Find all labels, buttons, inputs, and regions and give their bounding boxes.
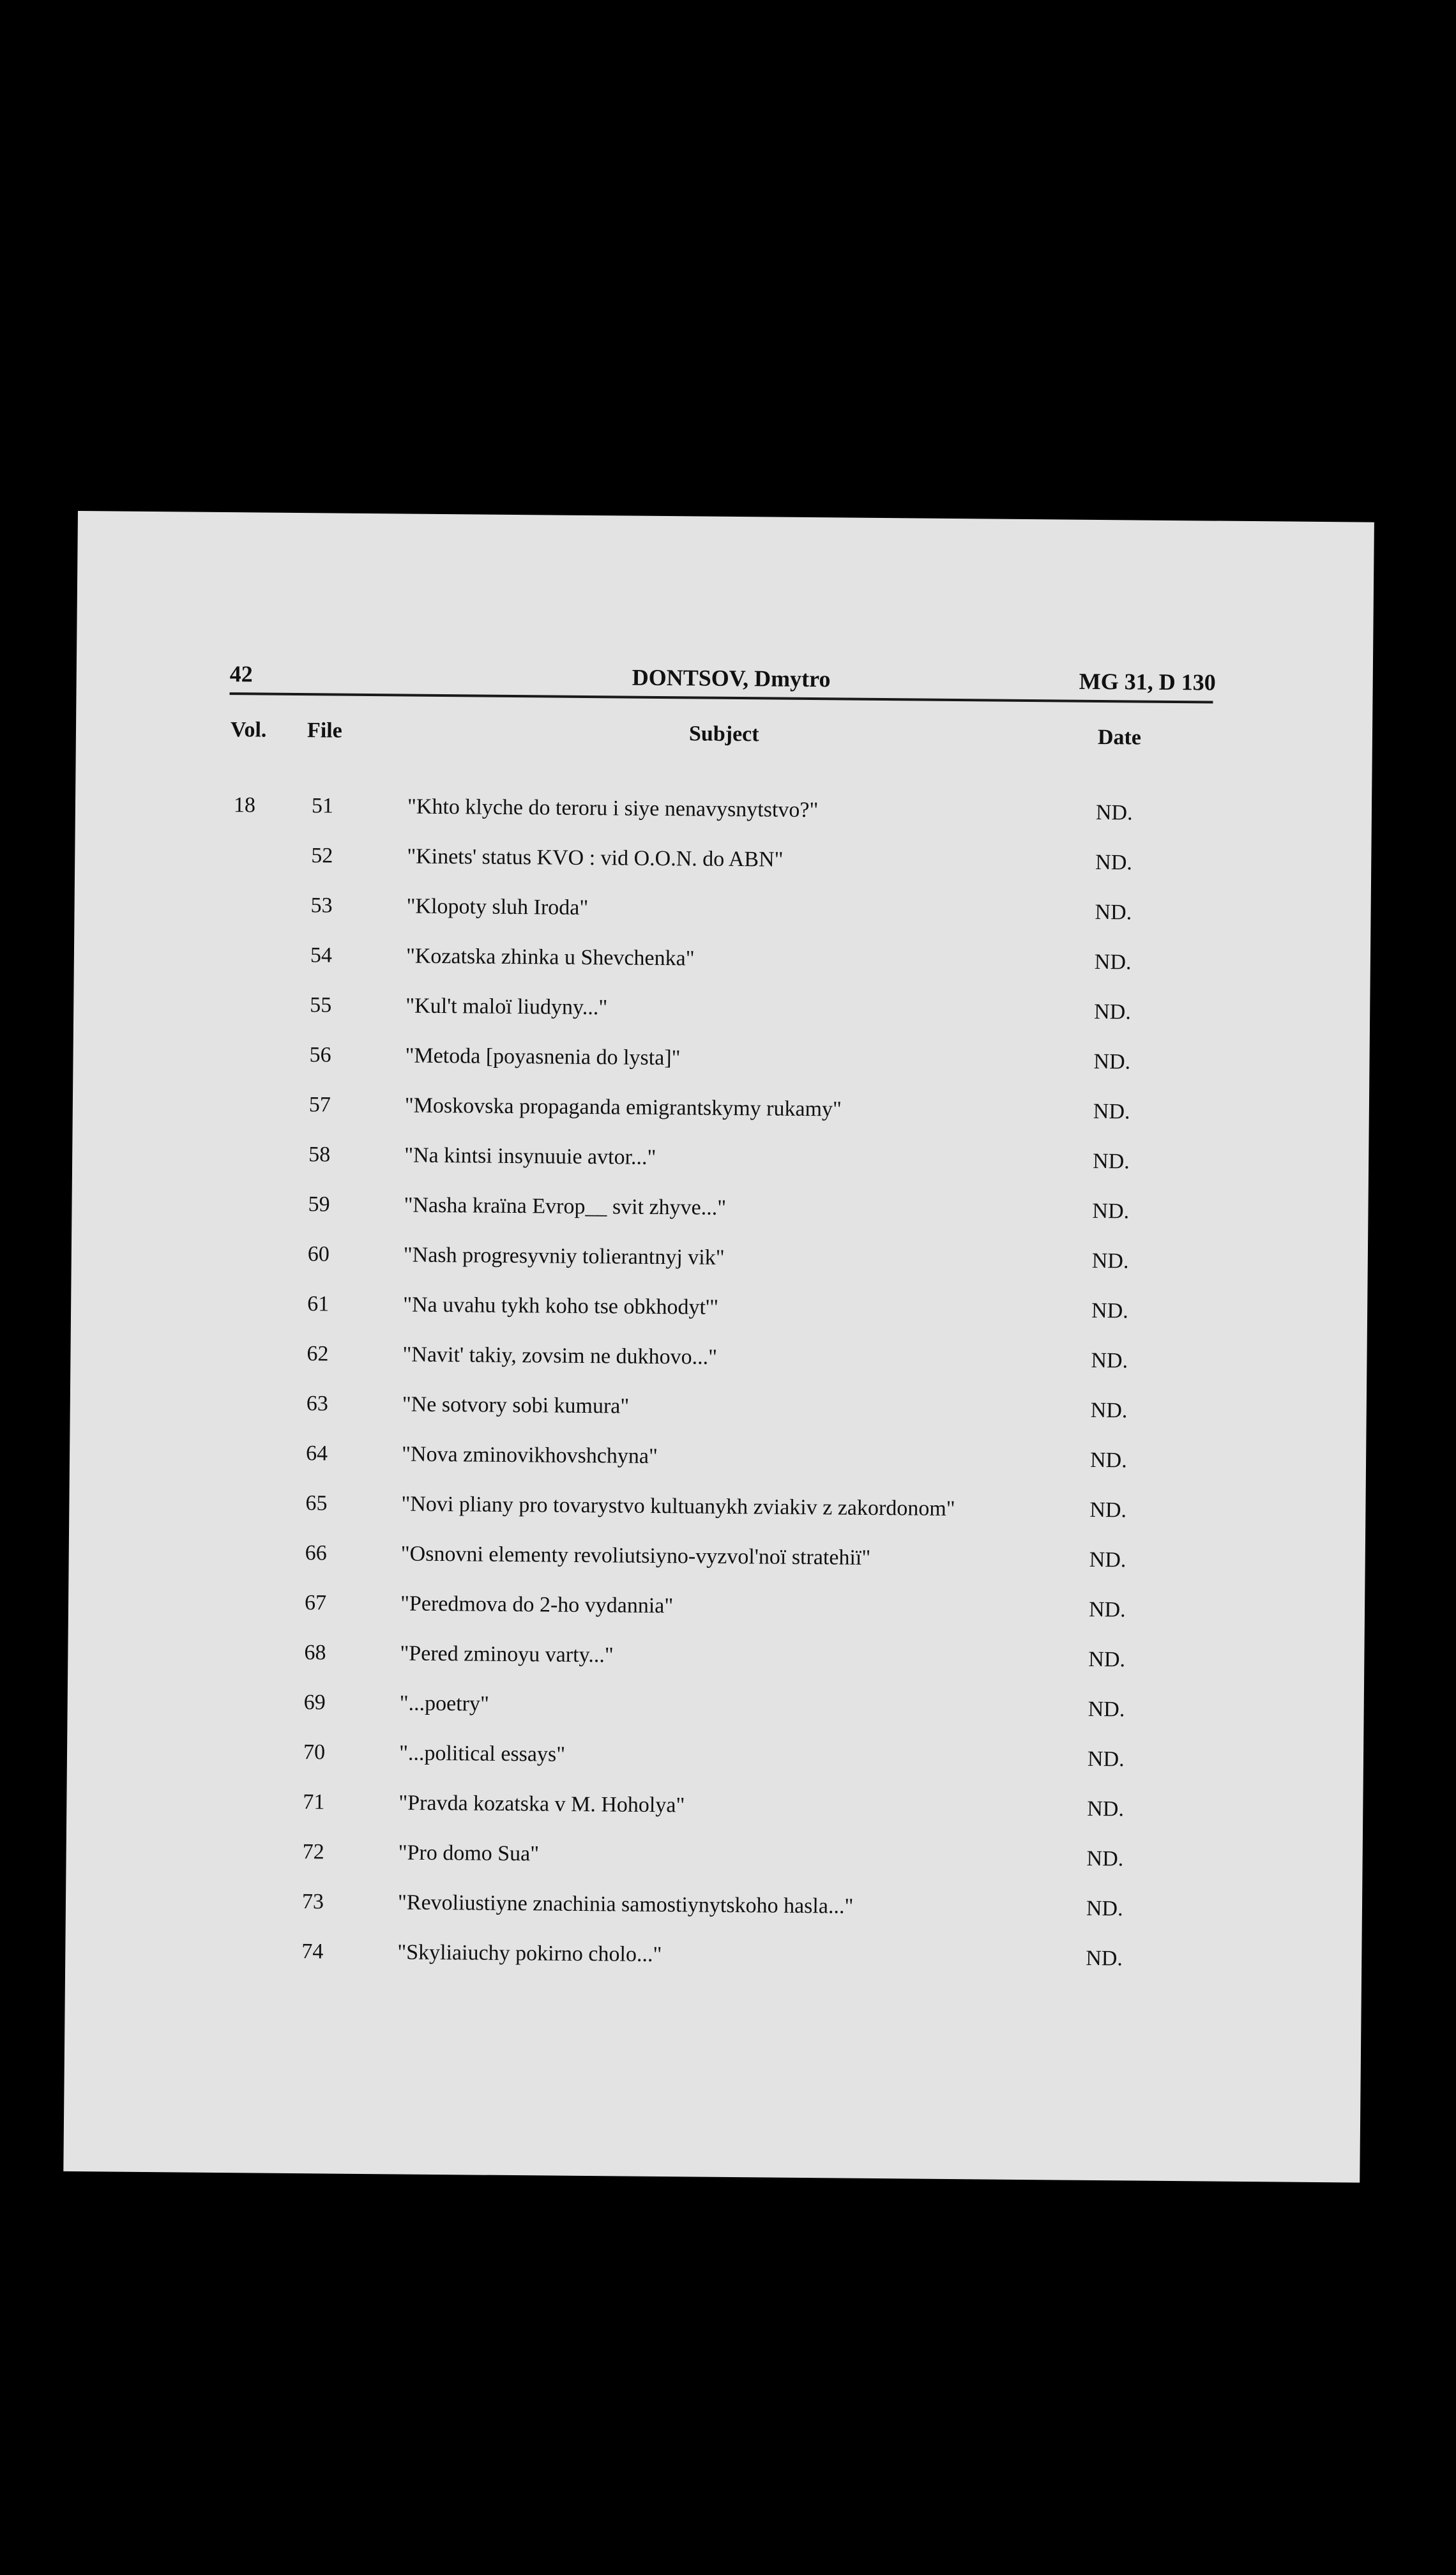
row-subject: "Nash progresyvniy tolierantnyj vik" bbox=[403, 1243, 725, 1270]
row-date: ND. bbox=[1086, 1896, 1123, 1921]
row-date: ND. bbox=[1087, 1747, 1125, 1772]
row-file-number: 54 bbox=[310, 943, 333, 968]
page-number: 42 bbox=[229, 661, 253, 687]
row-date: ND. bbox=[1088, 1597, 1126, 1622]
row-date: ND. bbox=[1088, 1647, 1126, 1672]
archive-reference: MG 31, D 130 bbox=[1079, 668, 1216, 695]
column-header-file: File bbox=[307, 718, 342, 743]
document-page bbox=[63, 511, 1374, 2183]
column-header-subject: Subject bbox=[688, 722, 759, 747]
row-subject: "...political essays" bbox=[398, 1741, 566, 1766]
row-file-number: 66 bbox=[305, 1541, 327, 1565]
row-subject: "Kul't maloï liudyny..." bbox=[406, 994, 608, 1020]
row-date: ND. bbox=[1092, 1199, 1130, 1224]
row-date: ND. bbox=[1091, 1249, 1129, 1273]
row-file-number: 61 bbox=[307, 1292, 330, 1316]
row-date: ND. bbox=[1093, 1049, 1131, 1074]
row-file-number: 62 bbox=[307, 1342, 329, 1366]
row-subject: "Nasha kraïna Evrop__ svit zhyve..." bbox=[404, 1193, 727, 1220]
row-subject: "Kozatska zhinka u Shevchenka" bbox=[406, 944, 695, 971]
row-file-number: 69 bbox=[303, 1690, 326, 1715]
row-subject: "Pravda kozatska v M. Hoholya" bbox=[398, 1791, 685, 1818]
row-file-number: 55 bbox=[310, 993, 332, 1017]
column-header-vol: Vol. bbox=[230, 718, 267, 742]
row-subject: "Revoliustiyne znachinia samostiynytskoho hasla..." bbox=[397, 1890, 854, 1918]
row-date: ND. bbox=[1090, 1398, 1128, 1423]
row-date: ND. bbox=[1089, 1448, 1127, 1473]
row-file-number: 68 bbox=[304, 1641, 326, 1665]
row-file-number: 52 bbox=[311, 844, 333, 868]
file-list bbox=[65, 792, 1372, 1999]
row-subject: "Pered zminoyu varty..." bbox=[400, 1641, 614, 1667]
row-file-number: 73 bbox=[301, 1890, 324, 1914]
row-file-number: 74 bbox=[301, 1940, 324, 1964]
row-subject: "Ne sotvory sobi kumura" bbox=[402, 1392, 630, 1418]
row-date: ND. bbox=[1094, 999, 1131, 1024]
row-file-number: 51 bbox=[311, 794, 334, 818]
row-subject: "Khto klyche do teroru i siye nenavysnytstvo?" bbox=[407, 794, 819, 823]
row-date: ND. bbox=[1094, 950, 1132, 975]
row-date: ND. bbox=[1093, 1099, 1130, 1124]
row-file-number: 57 bbox=[308, 1093, 331, 1117]
row-subject: "Kinets' status KVO : vid O.O.N. do ABN" bbox=[407, 844, 784, 872]
table-row bbox=[65, 1938, 1362, 1999]
column-header-date: Date bbox=[1097, 725, 1142, 750]
row-file-number: 60 bbox=[307, 1242, 330, 1266]
row-date: ND. bbox=[1095, 900, 1132, 925]
row-date: ND. bbox=[1088, 1697, 1125, 1722]
row-subject: "Osnovni elementy revoliutsiyno-vyzvol'noï stratehiï" bbox=[400, 1542, 871, 1570]
row-subject: "Navit' takiy, zovsim ne dukhovo..." bbox=[402, 1342, 718, 1369]
row-file-number: 64 bbox=[305, 1441, 328, 1466]
row-file-number: 67 bbox=[304, 1591, 327, 1615]
row-date: ND. bbox=[1089, 1547, 1126, 1572]
row-subject: "Novi pliany pro tovarystvo kultuanykh zviakiv z zakordonom" bbox=[401, 1492, 955, 1521]
row-subject: "...poetry" bbox=[399, 1691, 490, 1716]
row-date: ND. bbox=[1093, 1149, 1130, 1174]
row-subject: "Klopoty sluh Iroda" bbox=[406, 894, 589, 920]
row-date: ND. bbox=[1086, 1946, 1123, 1971]
row-file-number: 58 bbox=[308, 1143, 331, 1167]
row-subject: "Na uvahu tykh koho tse obkhodyt'" bbox=[403, 1293, 719, 1319]
row-file-number: 56 bbox=[309, 1043, 331, 1067]
row-date: ND. bbox=[1095, 850, 1133, 875]
row-file-number: 71 bbox=[303, 1790, 325, 1814]
header-rule bbox=[229, 692, 1213, 703]
row-subject: "Na kintsi insynuuie avtor..." bbox=[404, 1143, 656, 1169]
row-file-number: 70 bbox=[303, 1740, 326, 1765]
row-subject: "Moskovska propaganda emigrantskymy rukamy" bbox=[404, 1093, 842, 1121]
row-date: ND. bbox=[1089, 1498, 1127, 1523]
row-file-number: 53 bbox=[310, 893, 333, 918]
page-title: DONTSOV, Dmytro bbox=[632, 664, 831, 692]
row-date: ND. bbox=[1091, 1348, 1128, 1373]
row-vol: 18 bbox=[233, 793, 256, 817]
row-subject: "Metoda [poyasnenia do lysta]" bbox=[405, 1044, 681, 1070]
row-file-number: 59 bbox=[308, 1192, 330, 1217]
row-date: ND. bbox=[1095, 800, 1133, 825]
row-date: ND. bbox=[1086, 1846, 1124, 1871]
row-date: ND. bbox=[1091, 1298, 1128, 1323]
row-subject: "Skyliaiuchy pokirno cholo..." bbox=[397, 1940, 662, 1967]
row-subject: "Peredmova do 2-ho vydannia" bbox=[400, 1591, 674, 1618]
row-file-number: 63 bbox=[306, 1392, 328, 1416]
row-subject: "Nova zminovikhovshchyna" bbox=[401, 1442, 658, 1468]
row-date: ND. bbox=[1087, 1796, 1125, 1821]
row-file-number: 65 bbox=[305, 1491, 328, 1515]
row-subject: "Pro domo Sua" bbox=[398, 1841, 540, 1866]
row-file-number: 72 bbox=[302, 1840, 324, 1864]
